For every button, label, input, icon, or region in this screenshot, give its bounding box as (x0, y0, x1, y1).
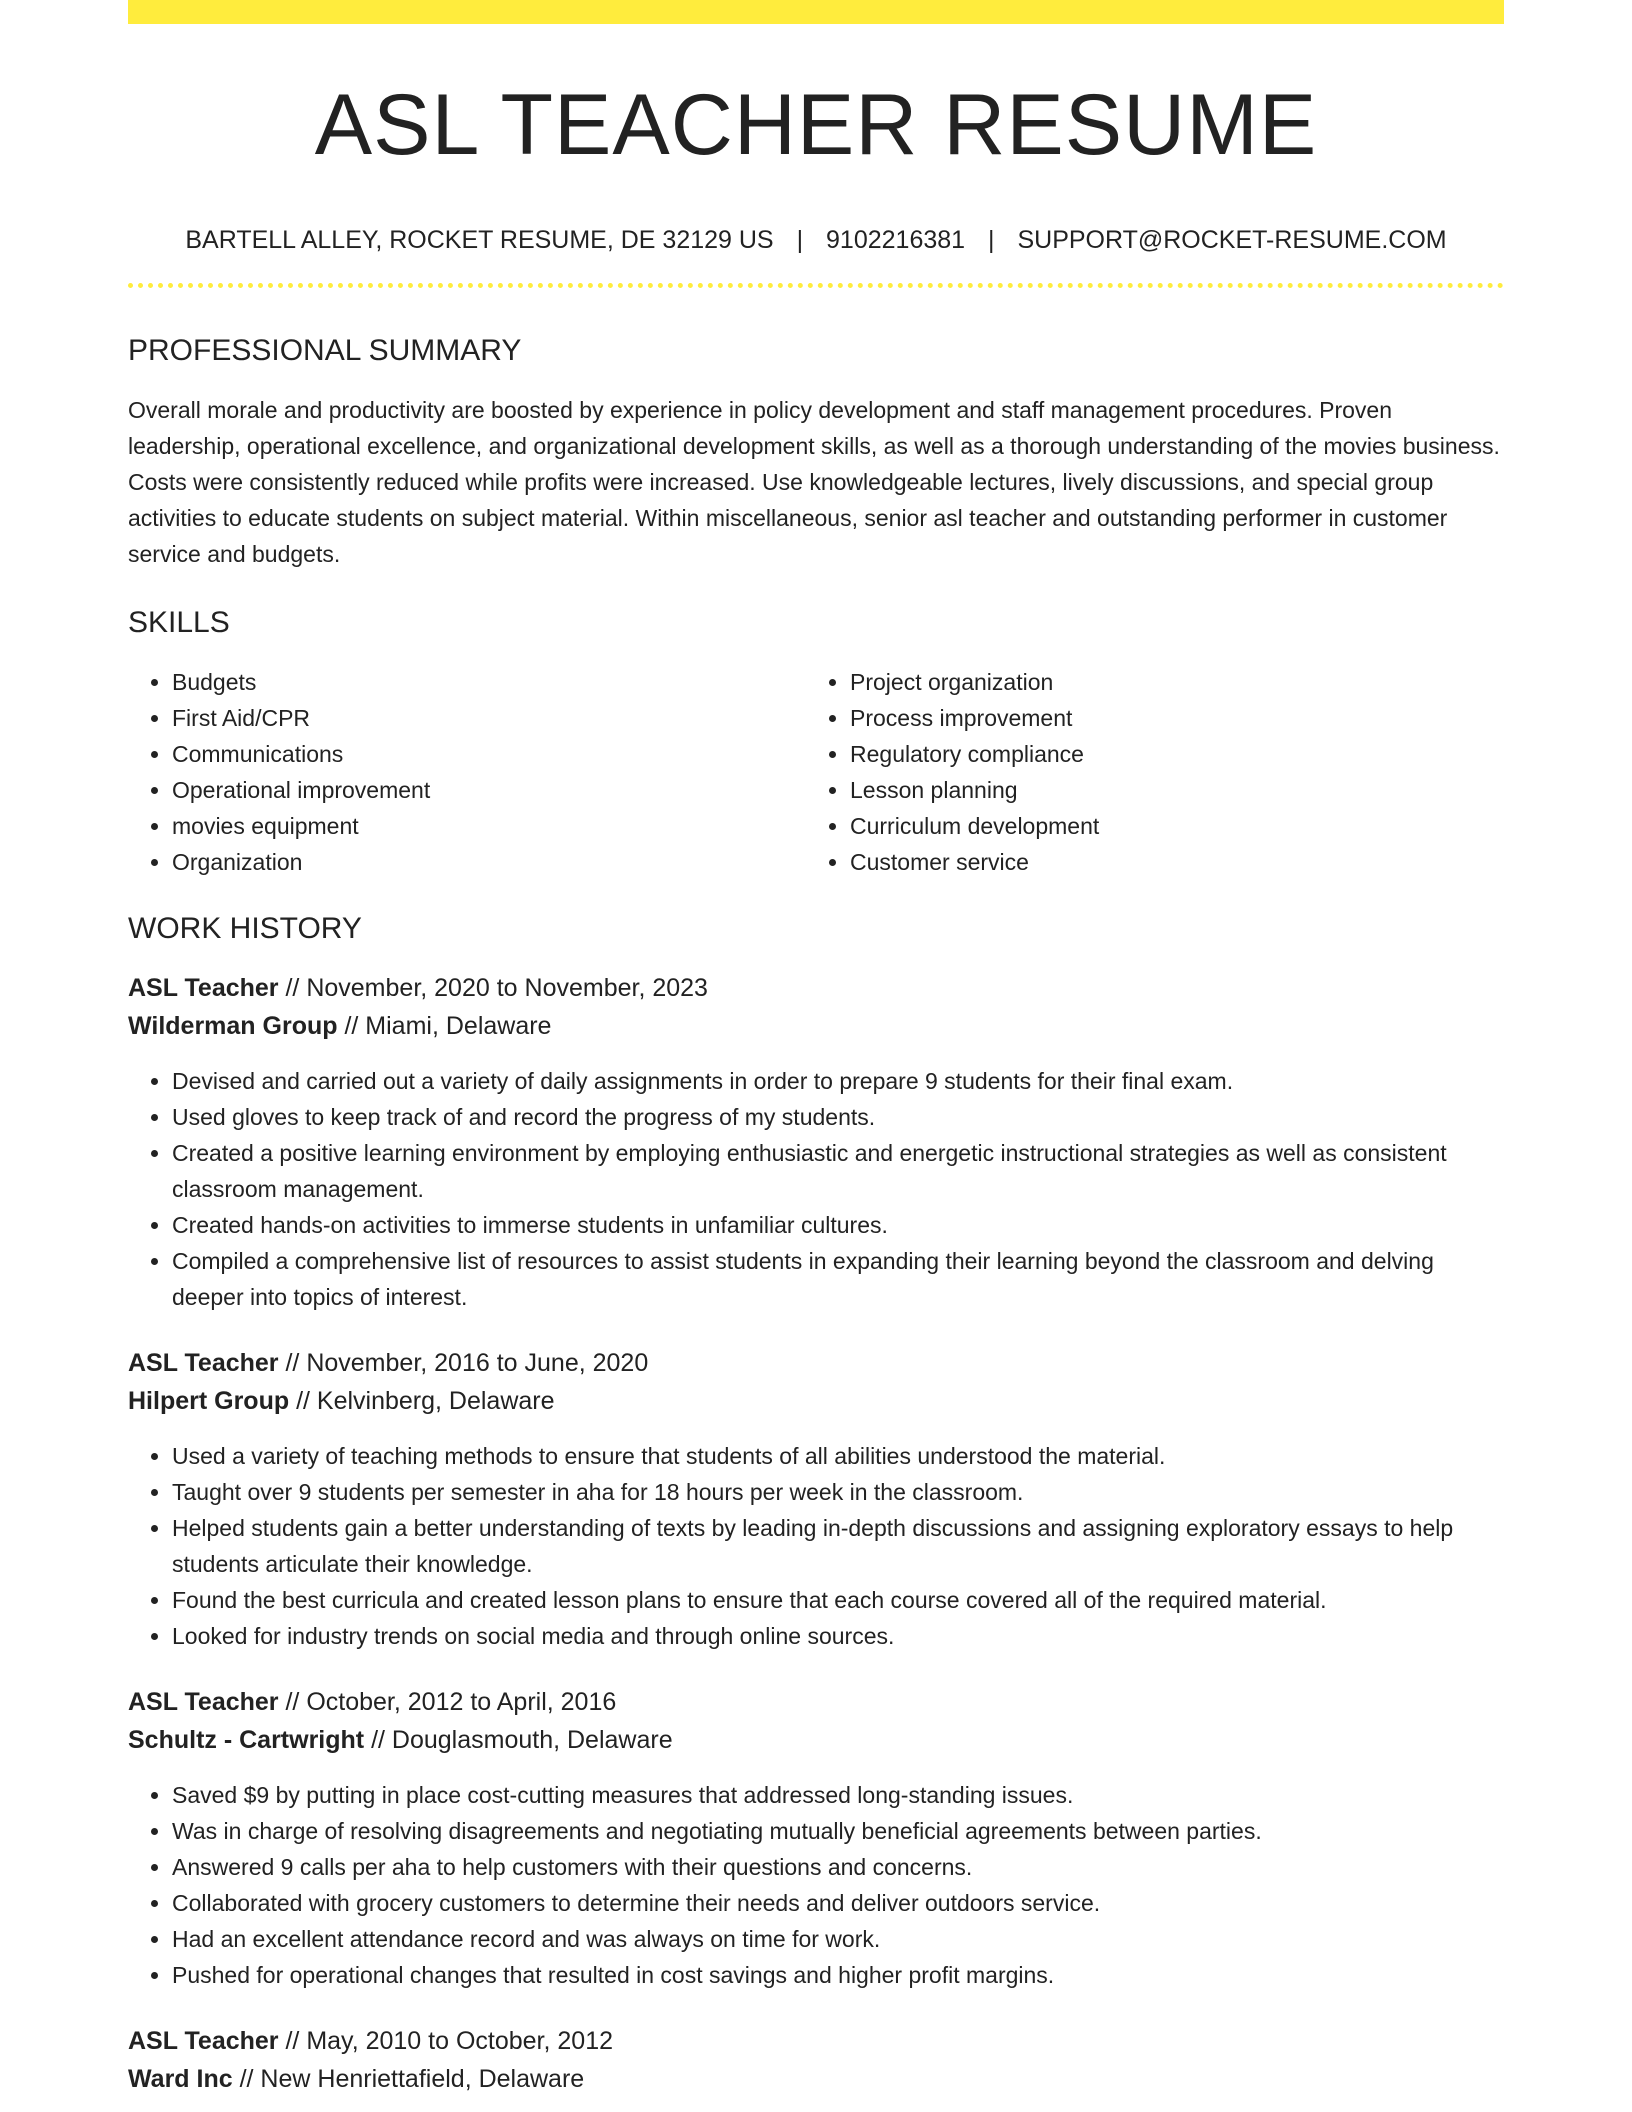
summary-heading: PROFESSIONAL SUMMARY (128, 334, 522, 367)
contact-separator: | (988, 226, 995, 254)
skill-item: • Communications (172, 736, 806, 772)
job-entry (128, 976, 1504, 1315)
job-bullet: • Saved $9 by putting in place cost-cutting measures that addressed long-standing issues. (172, 1777, 1504, 1813)
resume-title: ASL TEACHER RESUME (314, 77, 1318, 173)
skills-list (128, 664, 1504, 880)
skill-item: • movies equipment (172, 808, 806, 844)
skill-item: • Curriculum development (850, 808, 1484, 844)
dotted-divider (128, 283, 1504, 288)
job-company: Ward Inc (128, 2065, 233, 2093)
skills-heading: SKILLS (128, 606, 230, 639)
job-bullet: • Created hands-on activities to immerse students in unfamiliar cultures. (172, 1207, 1504, 1243)
job-role: ASL Teacher (128, 974, 279, 1002)
work-history-heading: WORK HISTORY (128, 912, 362, 945)
job-bullet: • Used gloves to keep track of and record the progress of my students. (172, 1099, 1504, 1135)
job-company-line (128, 1014, 1504, 1039)
job-company-line (128, 1389, 1504, 1414)
job-bullet: • Created a positive learning environment by employing enthusiastic and energetic instructional strategies as well as consistent classroom management. (172, 1135, 1504, 1207)
job-bullets (128, 1063, 1504, 1315)
job-title-line (128, 1690, 1504, 1715)
resume-page (128, 0, 1504, 2092)
job-bullets (128, 1777, 1504, 1993)
job-bullet: • Helped students gain a better understanding of texts by leading in-depth discussions and assigning exploratory essays to help students articulate their knowledge. (172, 1510, 1504, 1582)
job-bullet: • Found the best curricula and created lesson plans to ensure that each course covered all of the required material. (172, 1582, 1504, 1618)
skill-item: • Process improvement (850, 700, 1484, 736)
job-location: // Kelvinberg, Delaware (296, 1387, 555, 1415)
skill-item: • Regulatory compliance (850, 736, 1484, 772)
job-title-line (128, 976, 1504, 1001)
job-bullet: • Had an excellent attendance record and was always on time for work. (172, 1921, 1504, 1957)
job-entry (128, 1351, 1504, 1654)
job-title-line (128, 2029, 1504, 2054)
job-company: Wilderman Group (128, 1012, 338, 1040)
job-location: // Miami, Delaware (344, 1012, 552, 1040)
job-company-line (128, 2067, 1504, 2092)
job-bullets (128, 1438, 1504, 1654)
skills-column-left (128, 664, 806, 880)
job-role: ASL Teacher (128, 1688, 279, 1716)
job-entry (128, 1690, 1504, 1993)
skill-item: • Budgets (172, 664, 806, 700)
skill-item: • Customer service (850, 844, 1484, 880)
job-location: // Douglasmouth, Delaware (371, 1726, 673, 1754)
skill-item: • Organization (172, 844, 806, 880)
job-dates: // May, 2010 to October, 2012 (285, 2027, 613, 2055)
job-role: ASL Teacher (128, 1349, 279, 1377)
job-bullet: • Devised and carried out a variety of daily assignments in order to prepare 9 students for their final exam. (172, 1063, 1504, 1099)
contact-address: BARTELL ALLEY, ROCKET RESUME, DE 32129 US (185, 226, 774, 254)
summary-text: Overall morale and productivity are boosted by experience in policy development and staff management procedures. Proven leadership, operational excellence, and organizational development skills, as well as a thorough understanding of the movies business. Costs were consistently reduced while profits were increased. Use knowledgeable lectures, lively discussions, and special group activities to educate students on subject material. Within miscellaneous, senior asl teacher and outstanding performer in customer service and budgets. (128, 397, 1500, 567)
job-dates: // November, 2020 to November, 2023 (285, 974, 708, 1002)
skill-item: • First Aid/CPR (172, 700, 806, 736)
job-bullet: • Taught over 9 students per semester in aha for 18 hours per week in the classroom. (172, 1474, 1504, 1510)
job-dates: // November, 2016 to June, 2020 (285, 1349, 649, 1377)
job-bullet: • Compiled a comprehensive list of resources to assist students in expanding their learning beyond the classroom and delving deeper into topics of interest. (172, 1243, 1504, 1315)
skill-item: • Lesson planning (850, 772, 1484, 808)
skill-item: • Project organization (850, 664, 1484, 700)
job-entry (128, 2029, 1504, 2092)
job-bullet: • Answered 9 calls per aha to help customers with their questions and concerns. (172, 1849, 1504, 1885)
job-bullet: • Collaborated with grocery customers to determine their needs and deliver outdoors service. (172, 1885, 1504, 1921)
skill-item: • Operational improvement (172, 772, 806, 808)
job-bullet: • Pushed for operational changes that resulted in cost savings and higher profit margins. (172, 1957, 1504, 1993)
job-bullet: • Looked for industry trends on social media and through online sources. (172, 1618, 1504, 1654)
job-bullet: • Was in charge of resolving disagreements and negotiating mutually beneficial agreements between parties. (172, 1813, 1504, 1849)
job-title-line (128, 1351, 1504, 1376)
job-company-line (128, 1728, 1504, 1753)
job-dates: // October, 2012 to April, 2016 (285, 1688, 617, 1716)
job-role: ASL Teacher (128, 2027, 279, 2055)
contact-separator: | (796, 226, 804, 254)
contact-phone: 9102216381 (826, 226, 966, 254)
job-company: Schultz - Cartwright (128, 1726, 365, 1754)
contact-email: SUPPORT@ROCKET-RESUME.COM (1017, 226, 1447, 254)
job-bullet: • Used a variety of teaching methods to ensure that students of all abilities understood the material. (172, 1438, 1504, 1474)
skills-column-right (806, 664, 1484, 880)
accent-bar (128, 0, 1504, 24)
job-company: Hilpert Group (128, 1387, 290, 1415)
job-location: // New Henriettafield, Delaware (239, 2065, 585, 2093)
contact-line (128, 228, 1504, 253)
